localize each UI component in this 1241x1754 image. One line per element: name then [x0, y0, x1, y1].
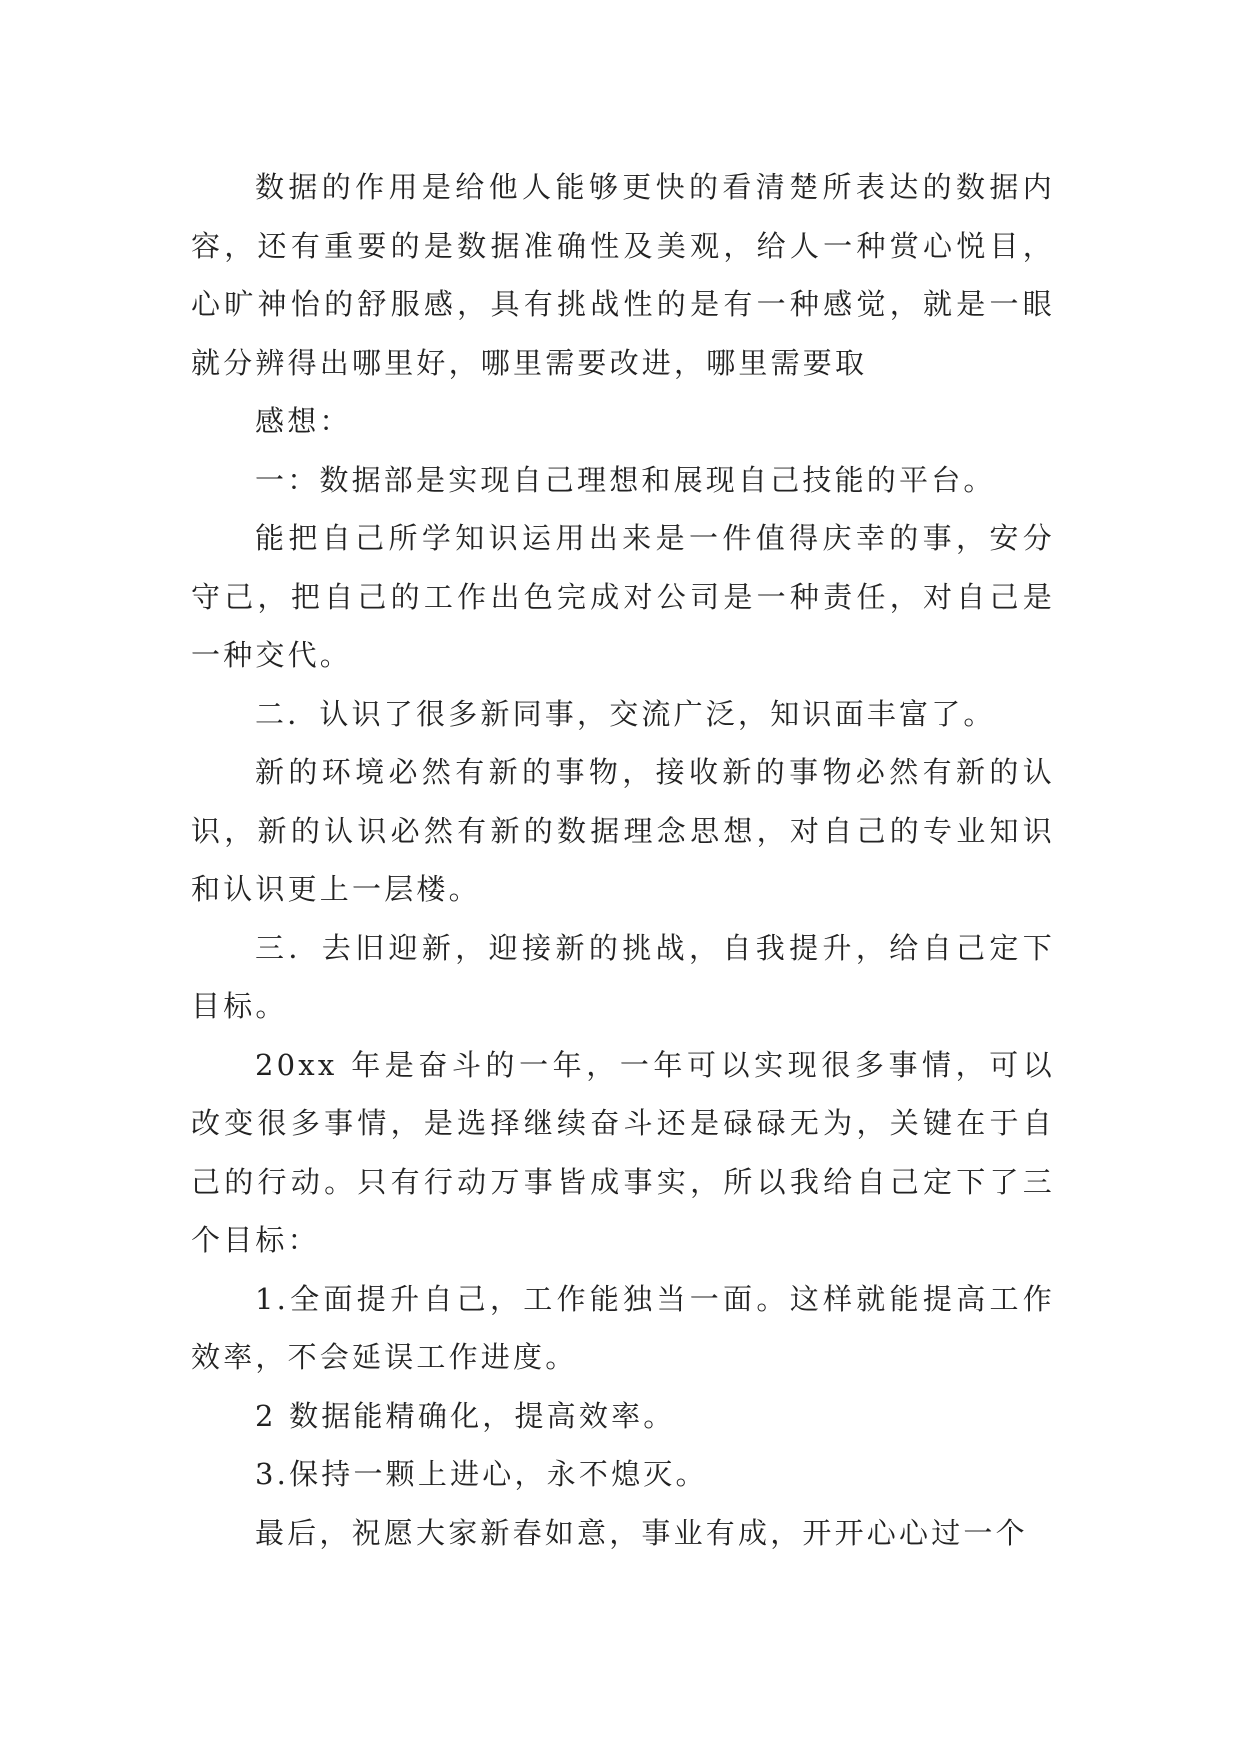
paragraph-closing: 最后，祝愿大家新春如意，事业有成，开开心心过一个 [255, 1515, 1028, 1550]
paragraph-point-three-detail: 20xx 年是奋斗的一年，一年可以实现很多事情，可以改变很多事情，是选择继续奋斗还是碌碌无为，关键在于自己的行动。只有行动万事皆成事实，所以我给自己定下了三个目标： [191, 1047, 1055, 1257]
paragraph-point-one-detail: 能把自己所学知识运用出来是一件值得庆幸的事，安分守己，把自己的工作出色完成对公司是一种责任，对自己是一种交代。 [191, 521, 1055, 672]
paragraph-point-two-detail: 新的环境必然有新的事物，接收新的事物必然有新的认识，新的认识必然有新的数据理念思想，对自己的专业知识和认识更上一层楼。 [191, 755, 1055, 906]
document-body [191, 158, 1055, 1562]
paragraph-goal-one: 1.全面提升自己，工作能独当一面。这样就能提高工作效率，不会延误工作进度。 [191, 1281, 1055, 1374]
paragraph-point-three: 三．去旧迎新，迎接新的挑战，自我提升，给自己定下目标。 [191, 930, 1055, 1023]
paragraph-goal-three: 3.保持一颗上进心，永不熄灭。 [255, 1457, 708, 1491]
paragraph-data-purpose: 数据的作用是给他人能够更快的看清楚所表达的数据内容，还有重要的是数据准确性及美观，给人一种赏心悦目，心旷神怡的舒服感，具有挑战性的是有一种感觉，就是一眼就分辨得出哪里好，哪里需要改进，哪里需要取 [191, 170, 1055, 380]
paragraph-reflections-heading: 感想： [255, 404, 352, 438]
paragraph-point-two: 二．认识了很多新同事，交流广泛，知识面丰富了。 [255, 696, 996, 731]
paragraph-point-one: 一：数据部是实现自己理想和展现自己技能的平台。 [255, 462, 996, 497]
paragraph-goal-two: 2 数据能精确化，提高效率。 [255, 1398, 676, 1433]
